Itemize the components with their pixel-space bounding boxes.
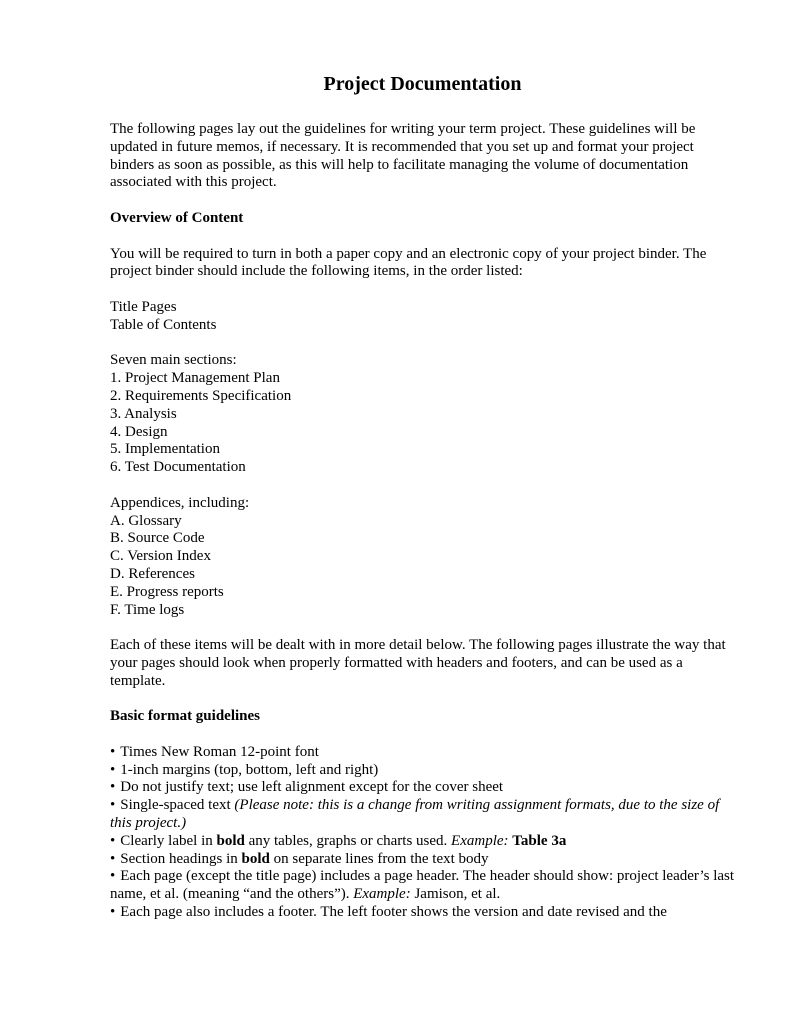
guideline-header bbox=[110, 868, 735, 904]
guideline-text: on separate lines from the text body bbox=[269, 850, 489, 867]
appendices-label: Appendices, including: bbox=[110, 494, 250, 511]
appendix-item: F. Time logs bbox=[110, 601, 185, 618]
section-item: 4. Design bbox=[110, 423, 168, 440]
guideline-bold: bold bbox=[216, 832, 245, 849]
guideline-spacing bbox=[110, 797, 735, 833]
appendix-item: E. Progress reports bbox=[110, 583, 224, 600]
section-item: 1. Project Management Plan bbox=[110, 370, 280, 387]
document-page bbox=[110, 72, 735, 922]
guideline-text: Each page also includes a footer. The left footer shows the version and date revised and the bbox=[120, 904, 667, 921]
guideline-bold: bold bbox=[241, 850, 270, 867]
guideline-text: Clearly label in bbox=[120, 832, 217, 849]
format-heading: Basic format guidelines bbox=[110, 708, 260, 725]
intro-paragraph: The following pages lay out the guidelines for writing your term project. These guidelines will be updated in future memos, if necessary. It is recommended that you set up and format your project binders as soon as possible, as this will help to facilitate managing the volume of documentation associated with this project. bbox=[110, 121, 696, 191]
appendix-item: D. References bbox=[110, 565, 195, 582]
section-item: 5. Implementation bbox=[110, 441, 220, 458]
appendix-item: C. Version Index bbox=[110, 548, 211, 565]
list-item-title-pages: Title Pages bbox=[110, 298, 177, 315]
guideline-example-value: Table 3a bbox=[512, 832, 567, 849]
guideline-example-value: Jamison, et al. bbox=[410, 886, 501, 903]
overview-paragraph: You will be required to turn in both a paper copy and an electronic copy of your project binder. The project binder should include the following items, in the order listed: bbox=[110, 245, 707, 280]
overview-heading: Overview of Content bbox=[110, 209, 244, 226]
guideline-margins bbox=[110, 762, 735, 780]
guideline-note: (Please note: this is a change from writing assignment formats, due to the size of this project.) bbox=[110, 797, 720, 832]
list-item-table-of-contents: Table of Contents bbox=[110, 316, 217, 333]
guideline-example-label: Example: bbox=[451, 832, 509, 849]
guideline-text: Times New Roman 12-point font bbox=[120, 743, 319, 760]
guideline-footer bbox=[110, 904, 735, 922]
guideline-headings bbox=[110, 851, 735, 869]
page-title: Project Documentation bbox=[323, 73, 522, 95]
guideline-text: Each page (except the title page) includes a page header. The header should show: project leader’s last name, et al. (meaning “and the others”). bbox=[110, 868, 735, 903]
guideline-font bbox=[110, 744, 735, 762]
guideline-text: Single-spaced text bbox=[120, 797, 235, 814]
detail-paragraph: Each of these items will be dealt with in more detail below. The following pages illustrate the way that your pages should look when properly formatted with headers and footers, and can be used as a template. bbox=[110, 637, 726, 689]
guideline-text: 1-inch margins (top, bottom, left and right) bbox=[120, 761, 379, 778]
appendix-item: A. Glossary bbox=[110, 512, 182, 529]
sections-label: Seven main sections: bbox=[110, 352, 237, 369]
section-item: 3. Analysis bbox=[110, 405, 177, 422]
guideline-justify bbox=[110, 779, 735, 797]
section-item: 6. Test Documentation bbox=[110, 459, 246, 476]
section-item: 2. Requirements Specification bbox=[110, 387, 292, 404]
guideline-text: any tables, graphs or charts used. bbox=[244, 832, 452, 849]
guideline-labels bbox=[110, 833, 735, 851]
guideline-example-label: Example: bbox=[353, 886, 411, 903]
guideline-text: Section headings in bbox=[120, 850, 242, 867]
appendix-item: B. Source Code bbox=[110, 530, 205, 547]
guideline-text: Do not justify text; use left alignment except for the cover sheet bbox=[120, 779, 504, 796]
